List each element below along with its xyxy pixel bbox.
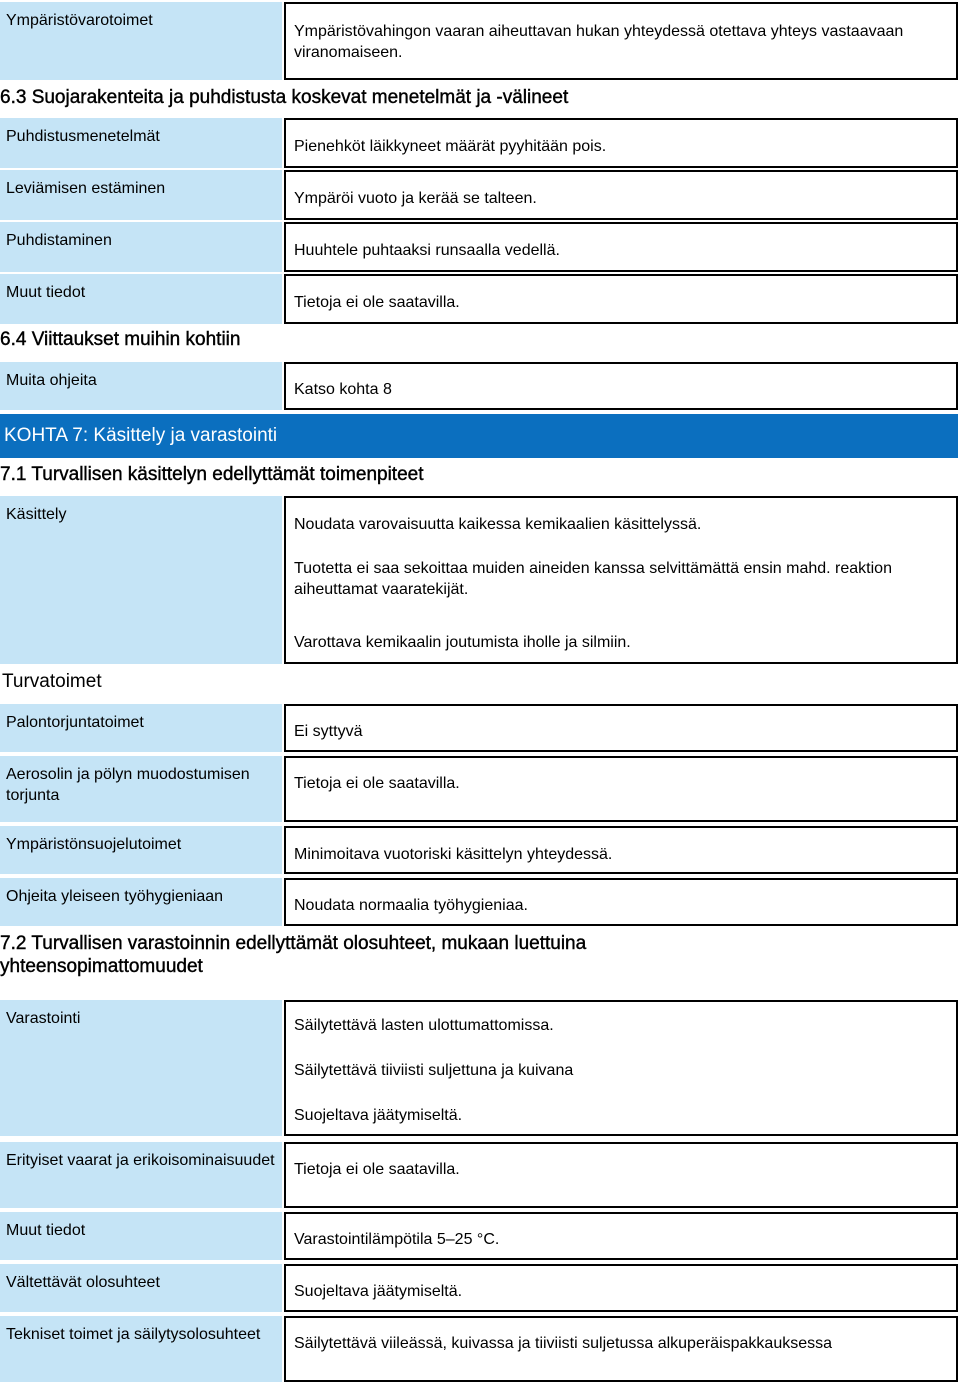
value-fire-prevention: Ei syttyvä [284,704,958,752]
value-conditions-to-avoid: Suojeltava jäätymiseltä. [284,1264,958,1312]
label-hygiene: Ohjeita yleiseen työhygieniaan [0,878,282,926]
label-other-instructions: Muita ohjeita [0,362,282,410]
label-cleaning-up: Puhdistaminen [0,222,282,272]
label-environment-protection: Ympäristönsuojelutoimet [0,826,282,874]
label-other-info-6: Muut tiedot [0,274,282,324]
label-technical-measures: Tekniset toimet ja säilytysolosuhteet [0,1316,282,1382]
value-other-info-6: Tietoja ei ole saatavilla. [284,274,958,324]
value-handling [284,496,958,664]
label-environmental-precautions: Ympäristövarotoimet [0,2,282,80]
storage-line-1: Säilytettävä lasten ulottumattomissa. [294,1017,554,1034]
section-6-4-title: 6.4 Viittaukset muihin kohtiin [0,329,241,350]
value-aerosol-dust: Tietoja ei ole saatavilla. [284,756,958,822]
value-storage [284,1000,958,1136]
value-containment: Ympäröi vuoto ja kerää se talteen. [284,170,958,220]
handling-line-2: Tuotetta ei saa sekoittaa muiden aineiden kanssa selvittämättä ensin mahd. reaktion aiheuttamat vaaratekijät. [294,560,892,598]
storage-line-2: Säilytettävä tiiviisti suljettuna ja kuivana [294,1062,574,1079]
label-handling: Käsittely [0,496,282,664]
value-cleaning-up: Huuhtele puhtaaksi runsaalla vedellä. [284,222,958,272]
safety-measures-title: Turvatoimet [2,671,102,692]
value-environmental-precautions: Ympäristövahingon vaaran aiheuttavan hukan yhteydessä otettava yhteys vastaavaan viranomaiseen. [284,2,958,80]
section-6-3-title: 6.3 Suojarakenteita ja puhdistusta koskevat menetelmät ja -välineet [0,87,569,108]
value-technical-measures: Säilytettävä viileässä, kuivassa ja tiiviisti suljetussa alkuperäispakkauksessa [284,1316,958,1382]
section-7-banner: KOHTA 7: Käsittely ja varastointi [0,414,958,458]
value-hygiene: Noudata normaalia työhygieniaa. [284,878,958,926]
storage-line-3: Suojeltava jäätymiseltä. [294,1107,463,1124]
label-fire-prevention: Palontorjuntatoimet [0,704,282,752]
label-containment: Leviämisen estäminen [0,170,282,220]
section-7-1-title: 7.1 Turvallisen käsittelyn edellyttämät toimenpiteet [0,464,424,485]
value-environment-protection: Minimoitava vuotoriski käsittelyn yhteydessä. [284,826,958,874]
label-conditions-to-avoid: Vältettävät olosuhteet [0,1264,282,1312]
value-special-hazards: Tietoja ei ole saatavilla. [284,1142,958,1208]
section-7-2-title: 7.2 Turvallisen varastoinnin edellyttämät olosuhteet, mukaan luettuina yhteensopimattomuudet [0,933,587,977]
value-other-instructions: Katso kohta 8 [284,362,958,410]
label-aerosol-dust: Aerosolin ja pölyn muodostumisen torjunta [0,756,282,822]
label-storage: Varastointi [0,1000,282,1136]
value-cleaning-methods: Pienehköt läikkyneet määrät pyyhitään pois. [284,118,958,168]
handling-line-3: Varottava kemikaalin joutumista iholle ja silmiin. [294,634,631,651]
value-other-info-7: Varastointilämpötila 5–25 °C. [284,1212,958,1260]
handling-line-1: Noudata varovaisuutta kaikessa kemikaalien käsittelyssä. [294,516,702,533]
label-other-info-7: Muut tiedot [0,1212,282,1260]
label-cleaning-methods: Puhdistusmenetelmät [0,118,282,168]
label-special-hazards: Erityiset vaarat ja erikoisominaisuudet [0,1142,282,1208]
